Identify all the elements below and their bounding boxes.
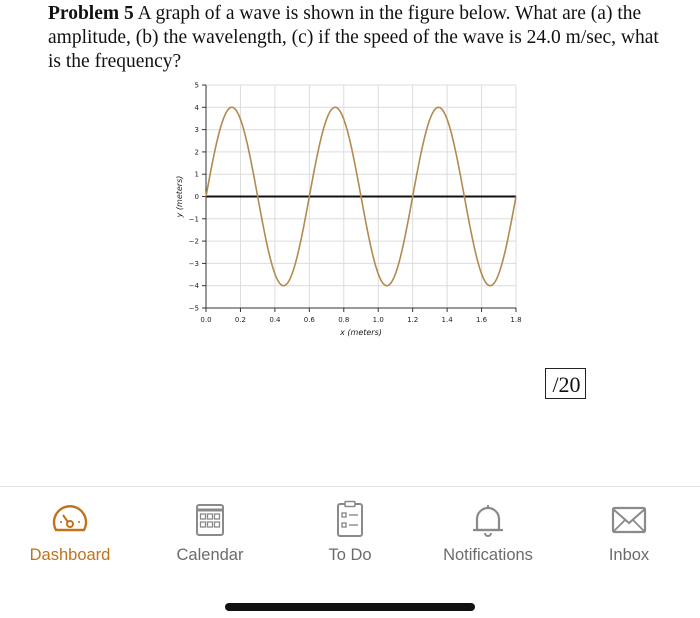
problem-statement bbox=[48, 2, 668, 74]
y-tick-label: −1 bbox=[188, 215, 199, 224]
calendar-icon bbox=[188, 499, 232, 539]
y-tick-label: 3 bbox=[194, 126, 199, 135]
home-indicator[interactable] bbox=[225, 603, 475, 611]
x-tick-label: 1.0 bbox=[372, 316, 384, 324]
wave-chart bbox=[170, 76, 530, 346]
tab-dashboard[interactable] bbox=[10, 487, 130, 577]
x-axis-title: x (meters) bbox=[340, 328, 382, 337]
x-tick-label: 1.2 bbox=[407, 316, 419, 324]
tab-bar bbox=[0, 486, 700, 618]
tab-inbox[interactable] bbox=[569, 487, 689, 577]
x-tick-label: 0.6 bbox=[303, 316, 315, 324]
tab-todo-label: To Do bbox=[328, 546, 372, 564]
x-tick-label: 0.8 bbox=[338, 316, 350, 324]
tab-calendar-label: Calendar bbox=[176, 546, 244, 564]
problem-number: Problem 5 bbox=[48, 3, 134, 24]
score-box: /20 bbox=[545, 368, 586, 399]
y-tick-label: −4 bbox=[188, 282, 199, 291]
x-tick-label: 0.2 bbox=[234, 316, 247, 324]
x-tick-label: 0.4 bbox=[269, 316, 281, 324]
y-tick-label: 5 bbox=[194, 81, 199, 90]
bell-icon bbox=[466, 499, 510, 539]
tab-dashboard-label: Dashboard bbox=[29, 546, 111, 564]
dashboard-icon bbox=[48, 499, 92, 539]
tab-todo[interactable] bbox=[290, 487, 410, 577]
y-tick-label: −5 bbox=[188, 304, 199, 313]
tab-notifications-label: Notifications bbox=[443, 546, 533, 564]
tab-inbox-label: Inbox bbox=[608, 546, 650, 564]
y-tick-label: 4 bbox=[194, 103, 199, 112]
x-tick-label: 1.4 bbox=[441, 316, 453, 324]
tab-calendar[interactable] bbox=[150, 487, 270, 577]
problem-text: A graph of a wave is shown in the figure below. What are (a) the amplitude, (b) the wavelength, (c) if the speed of the wave is 24.0 m/sec, what is the frequency? bbox=[48, 3, 659, 72]
tab-notifications[interactable] bbox=[428, 487, 548, 577]
wave-chart-svg bbox=[170, 76, 530, 346]
y-tick-label: 0 bbox=[194, 193, 199, 201]
x-tick-label: 1.6 bbox=[475, 316, 488, 324]
y-tick-label: 1 bbox=[194, 170, 199, 179]
todo-icon bbox=[328, 499, 372, 539]
x-tick-label: 1.8 bbox=[510, 316, 522, 324]
y-tick-label: −2 bbox=[188, 237, 199, 246]
inbox-icon bbox=[607, 499, 651, 539]
y-axis-title: y (meters) bbox=[175, 175, 184, 218]
y-tick-label: 2 bbox=[194, 148, 199, 157]
y-tick-label: −3 bbox=[188, 259, 199, 268]
x-tick-label: 0.0 bbox=[200, 316, 212, 324]
